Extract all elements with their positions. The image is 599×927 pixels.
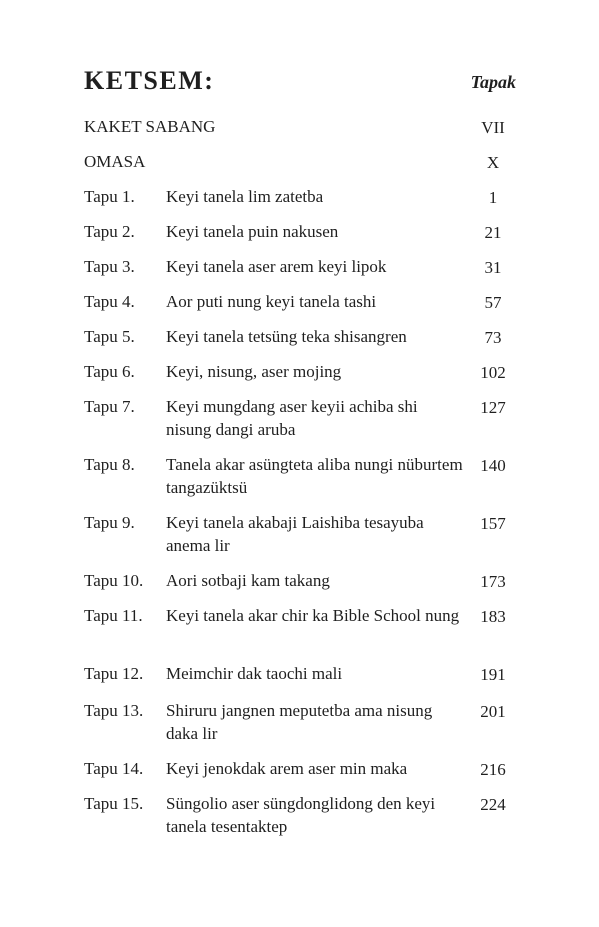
chapter-title: Keyi jenokdak arem aser min maka <box>166 759 408 778</box>
chapter-page: 1 <box>488 188 498 207</box>
chapter-page: 31 <box>484 258 502 277</box>
chapter-page: 21 <box>484 223 502 242</box>
chapter-page: 173 <box>480 572 506 591</box>
chapter-label: Tapu 2. <box>84 222 135 241</box>
chapter-page: 191 <box>480 665 506 684</box>
chapter-title: Keyi, nisung, aser mojing <box>166 362 342 381</box>
chapter-label: Tapu 8. <box>84 455 135 474</box>
chapter-title: Aori sotbaji kam takang <box>166 571 330 590</box>
chapter-page: 157 <box>480 514 506 533</box>
chapter-page: 57 <box>484 293 502 312</box>
page-column-header: Tapak <box>470 72 516 92</box>
entry-label: OMASA <box>84 152 146 171</box>
chapter-label: Tapu 5. <box>84 327 135 346</box>
chapter-label: Tapu 12. <box>84 664 144 683</box>
chapter-label: Tapu 1. <box>84 187 135 206</box>
chapter-label: Tapu 11. <box>84 606 143 625</box>
chapter-label: Tapu 4. <box>84 292 135 311</box>
chapter-label: Tapu 6. <box>84 362 135 381</box>
chapter-page: 140 <box>480 456 506 475</box>
entry-page: VII <box>481 118 505 137</box>
page-title: KETSEM: <box>84 66 215 95</box>
chapter-page: 201 <box>480 702 506 721</box>
chapter-title: Shiruru jangnen meputetba ama nisung daka lir <box>166 701 433 743</box>
chapter-page: 127 <box>480 398 506 417</box>
chapter-page: 102 <box>480 363 506 382</box>
chapter-label: Tapu 13. <box>84 701 144 720</box>
chapter-label: Tapu 15. <box>84 794 144 813</box>
chapter-title: Keyi tanela tetsüng teka shisangren <box>166 327 407 346</box>
chapter-title: Keyi mungdang aser keyii achiba shi nisung dangi aruba <box>166 397 418 439</box>
chapter-label: Tapu 9. <box>84 513 135 532</box>
chapter-title: Keyi tanela puin nakusen <box>166 222 339 241</box>
chapter-page: 216 <box>480 760 506 779</box>
chapter-title: Keyi tanela aser arem keyi lipok <box>166 257 387 276</box>
chapter-page: 183 <box>480 607 506 626</box>
chapter-title: Tanela akar asüngteta aliba nungi nüburtem tangazüktsü <box>166 455 463 497</box>
chapter-title: Keyi tanela lim zatetba <box>166 187 324 206</box>
toc-header <box>84 66 524 100</box>
chapter-label: Tapu 14. <box>84 759 144 778</box>
entry-label: KAKET SABANG <box>84 117 216 136</box>
chapter-title: Aor puti nung keyi tanela tashi <box>166 292 377 311</box>
chapter-title: Meimchir dak taochi mali <box>166 664 343 683</box>
chapter-label: Tapu 7. <box>84 397 135 416</box>
entry-page: X <box>486 153 500 172</box>
chapter-label: Tapu 10. <box>84 571 144 590</box>
chapter-title: Keyi tanela akar chir ka Bible School nung <box>166 606 460 625</box>
chapter-title: Keyi tanela akabaji Laishiba tesayuba anema lir <box>166 513 424 555</box>
chapter-title: Süngolio aser süngdonglidong den keyi tanela tesentaktep <box>166 794 436 836</box>
chapter-page: 224 <box>480 795 506 814</box>
chapter-label: Tapu 3. <box>84 257 135 276</box>
chapter-page: 73 <box>484 328 502 347</box>
